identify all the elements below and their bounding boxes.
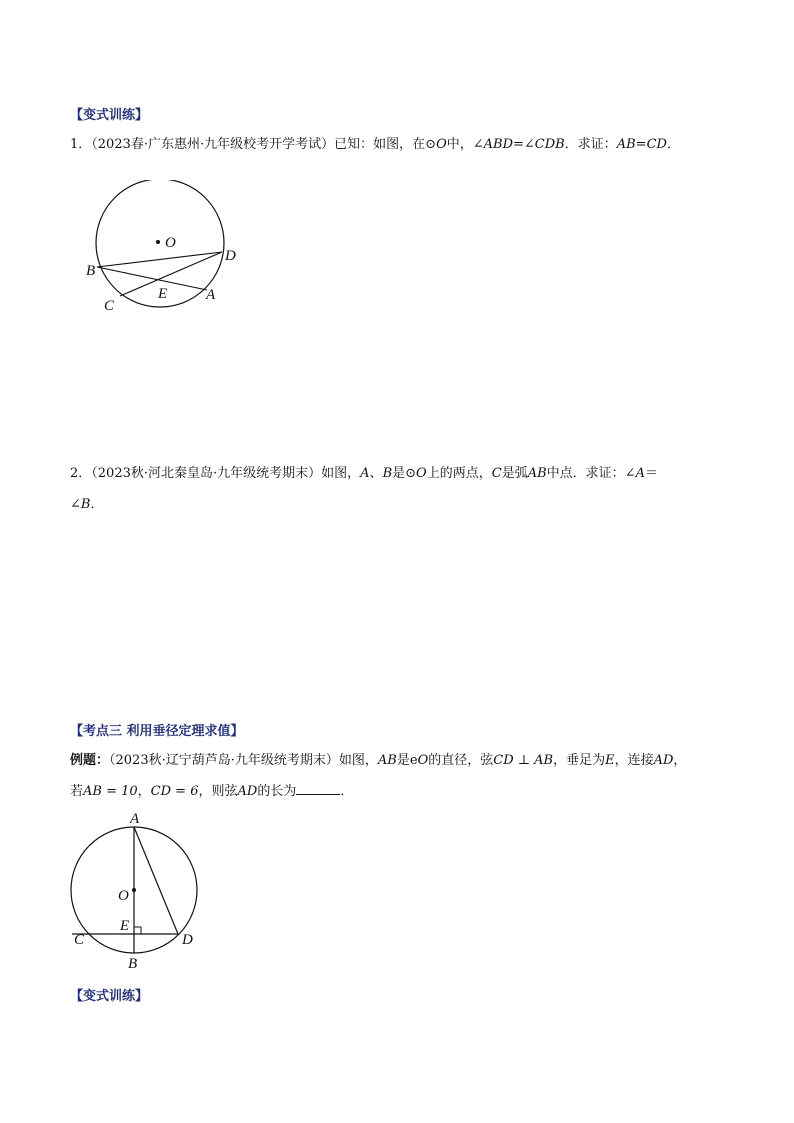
problem-2-number: 2． bbox=[70, 466, 92, 481]
segment-ad: AD bbox=[237, 784, 258, 799]
label-b: B bbox=[86, 263, 96, 279]
example-text: 的长为 bbox=[257, 784, 297, 799]
point-c: C bbox=[491, 466, 502, 481]
center-point bbox=[156, 240, 160, 244]
angle-b: B bbox=[80, 497, 91, 512]
problem-2-text: 上的两点， bbox=[426, 466, 492, 481]
problem-2-text: 是弧 bbox=[501, 466, 528, 481]
label-c: C bbox=[104, 298, 115, 314]
label-o: O bbox=[165, 235, 176, 251]
example-text: ，连接 bbox=[614, 753, 654, 768]
problem-1-number: 1． bbox=[70, 137, 92, 152]
point-e: E bbox=[605, 753, 615, 768]
problem-2 bbox=[70, 465, 658, 483]
problem-1-text: ．求证： bbox=[564, 137, 617, 152]
circle-symbol: ⊙ bbox=[425, 137, 437, 152]
problem-1-text: ． bbox=[666, 137, 680, 152]
example-text: 是 bbox=[396, 753, 410, 768]
problem-2-text: 是 bbox=[392, 466, 406, 481]
point-a: A bbox=[360, 466, 370, 481]
label-e: E bbox=[120, 918, 130, 934]
label-a: A bbox=[130, 811, 140, 827]
label-a: A bbox=[206, 287, 216, 303]
chord-ad bbox=[134, 827, 178, 934]
condition-cd: CD = 6 bbox=[150, 784, 199, 799]
segment-ad: AD bbox=[653, 753, 674, 768]
problem-2-text: ∠ bbox=[70, 497, 81, 512]
center-point bbox=[132, 888, 136, 892]
condition-ab: AB = 10 bbox=[83, 784, 138, 799]
section-heading-variant-training-2: 【变式训练】 bbox=[70, 989, 149, 1004]
figure-1-circle-diagram bbox=[80, 180, 250, 320]
example-problem-line-2 bbox=[70, 782, 353, 801]
example-label: 例题： bbox=[70, 753, 110, 768]
point-b: B bbox=[382, 466, 393, 481]
example-problem bbox=[70, 752, 686, 770]
label-d: D bbox=[225, 248, 236, 264]
label-e: E bbox=[158, 286, 168, 302]
problem-1-goal: AB=CD bbox=[616, 137, 667, 152]
example-text: ，则弦 bbox=[198, 784, 238, 799]
example-text: ． bbox=[340, 784, 354, 799]
problem-1-text: 中， bbox=[446, 137, 473, 152]
figure-2-circle-diagram bbox=[62, 806, 212, 976]
problem-2-source: （2023秋·河北秦皇岛·九年级统考期末） bbox=[91, 466, 322, 481]
point-o: O bbox=[436, 137, 447, 152]
problem-1-source: （2023春·广东惠州·九年级校考开学考试） bbox=[91, 137, 335, 152]
perpendicular-condition: CD ⊥ AB bbox=[493, 753, 554, 768]
problem-1-condition: ∠ABD=∠CDB bbox=[472, 137, 565, 152]
problem-1-text: 已知：如图，在 bbox=[334, 137, 426, 152]
arc-ab: AB bbox=[527, 466, 547, 481]
point-o: O bbox=[416, 466, 427, 481]
right-angle-mark bbox=[134, 927, 141, 934]
segment-ab: AB bbox=[377, 753, 397, 768]
section-heading-variant-training: 【变式训练】 bbox=[70, 108, 149, 123]
section-heading-key-point-3: 【考点三 利用垂径定理求值】 bbox=[70, 724, 244, 739]
problem-2-line-2 bbox=[70, 496, 103, 514]
example-text: 若 bbox=[70, 784, 84, 799]
problem-1 bbox=[70, 136, 680, 154]
answer-blank[interactable] bbox=[296, 782, 340, 795]
problem-2-text: 中点．求证：∠ bbox=[546, 466, 636, 481]
label-b: B bbox=[128, 956, 138, 972]
problem-2-text: ＝ bbox=[644, 466, 658, 481]
point-o: O bbox=[417, 753, 429, 768]
example-source: （2023秋·辽宁葫芦岛·九年级统考期末） bbox=[109, 753, 339, 768]
problem-2-text: ． bbox=[90, 497, 104, 512]
circle-symbol: ⊙ bbox=[405, 466, 417, 481]
label-d: D bbox=[182, 932, 193, 948]
problem-2-text: 、 bbox=[369, 466, 383, 481]
example-text: ， bbox=[137, 784, 151, 799]
example-text: 的直径，弦 bbox=[428, 753, 494, 768]
circle-symbol: e bbox=[409, 753, 418, 768]
angle-a: A bbox=[635, 466, 645, 481]
label-c: C bbox=[74, 932, 85, 948]
example-text: ， bbox=[673, 753, 687, 768]
problem-2-text: 如图， bbox=[321, 466, 361, 481]
example-text: 如图， bbox=[338, 753, 378, 768]
example-text: ，垂足为 bbox=[553, 753, 606, 768]
label-o: O bbox=[118, 888, 129, 904]
